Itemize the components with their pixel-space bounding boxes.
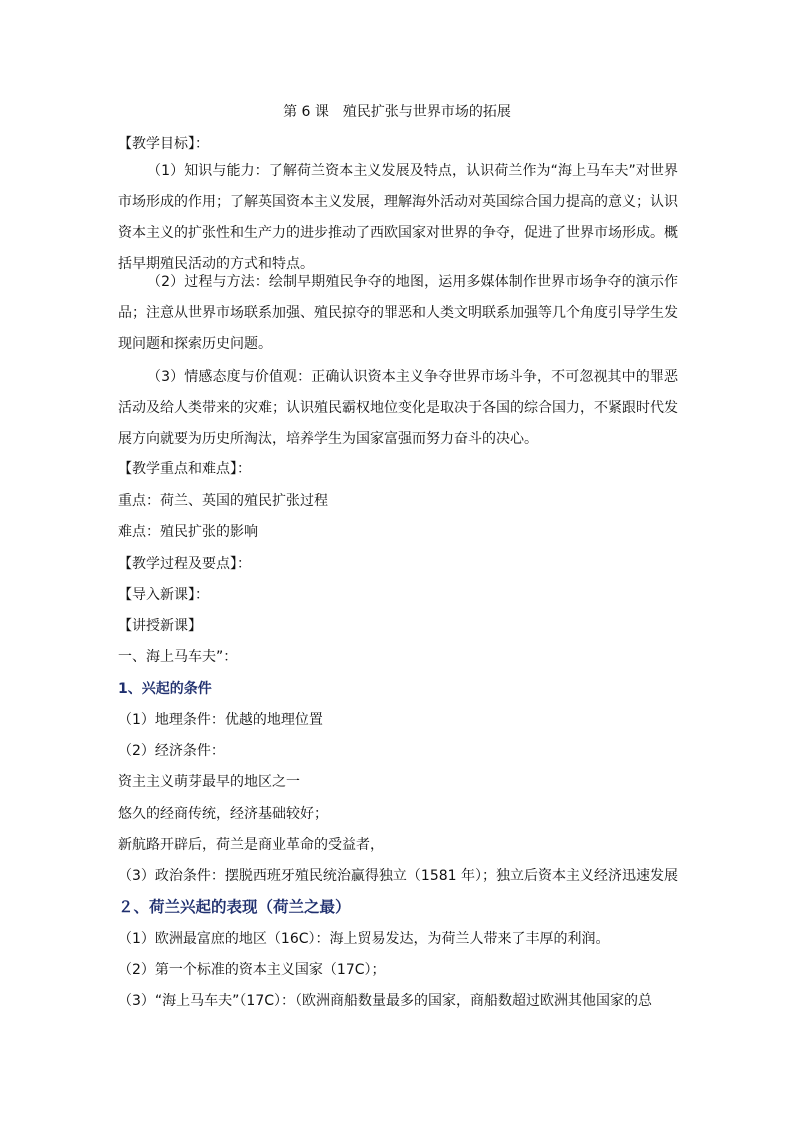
- condition-geography: （1）地理条件：优越的地理位置: [118, 712, 323, 728]
- page-title: 第 6 课 殖民扩张与世界市场的拓展: [283, 104, 511, 120]
- section-heading: 一、海上马车夫”：: [118, 649, 238, 665]
- key-difficulty: 难点：殖民扩张的影响: [118, 524, 258, 540]
- condition-economy: （2）经济条件：: [118, 743, 225, 759]
- economy-point: 悠久的经商传统，经济基础较好；: [118, 806, 328, 822]
- economy-point: 新航路开辟后，荷兰是商业革命的受益者，: [118, 837, 384, 853]
- heading-lecture: 【讲授新课】: [118, 618, 202, 634]
- rise-point: （2）第一个标准的资本主义国家（17C）；: [118, 962, 386, 978]
- objective-knowledge: （1）知识与能力：了解荷兰资本主义发展及特点，认识荷兰作为“海上马车夫”对世界市场形成的作用；了解英国资本主义发展，理解海外活动对英国综合国力提高的意义；认识资本主义的扩张性和生产力的进步推动了西欧国家对世界的争夺，促进了世界市场形成。概括早期殖民活动的方式和特点。: [118, 163, 678, 272]
- rise-point: （3）“海上马车夫”（17C）：（欧洲商船数量最多的国家，商船数超过欧洲其他国家的总: [118, 993, 653, 1009]
- heading-intro: 【导入新课】：: [118, 587, 209, 603]
- rise-point: （1）欧洲最富庶的地区（16C）：海上贸易发达，为荷兰人带来了丰厚的利润。: [118, 931, 610, 947]
- subsection-heading: 1、兴起的条件: [118, 681, 212, 697]
- economy-point: 资主主义萌芽最早的地区之一: [118, 774, 300, 790]
- objective-emotion: （3）情感态度与价值观：正确认识资本主义争夺世界市场斗争，不可忽视其中的罪恶活动及给人类带来的灾难；认识殖民霸权地位变化是取决于各国的综合国力，不紧跟时代发展方向就要为历史所淘汰，培养学生为国家富强而努力奋斗的决心。: [118, 369, 678, 447]
- subsection-heading: ２、荷兰兴起的表现（荷兰之最）: [118, 898, 351, 916]
- condition-politics: （3）政治条件：摆脱西班牙殖民统治赢得独立（1581 年）；独立后资本主义经济迅速发展: [118, 868, 678, 884]
- heading-process: 【教学过程及要点】：: [118, 556, 251, 572]
- key-focus: 重点：荷兰、英国的殖民扩张过程: [118, 493, 328, 509]
- heading-objectives: 【教学目标】：: [118, 136, 209, 152]
- heading-key-points: 【教学重点和难点】：: [118, 461, 251, 477]
- objective-method: （2）过程与方法：绘制早期殖民争夺的地图，运用多媒体制作世界市场争夺的演示作品；注意从世界市场联系加强、殖民掠夺的罪恶和人类文明联系加强等几个角度引导学生发现问题和探索历史问题。: [118, 274, 678, 352]
